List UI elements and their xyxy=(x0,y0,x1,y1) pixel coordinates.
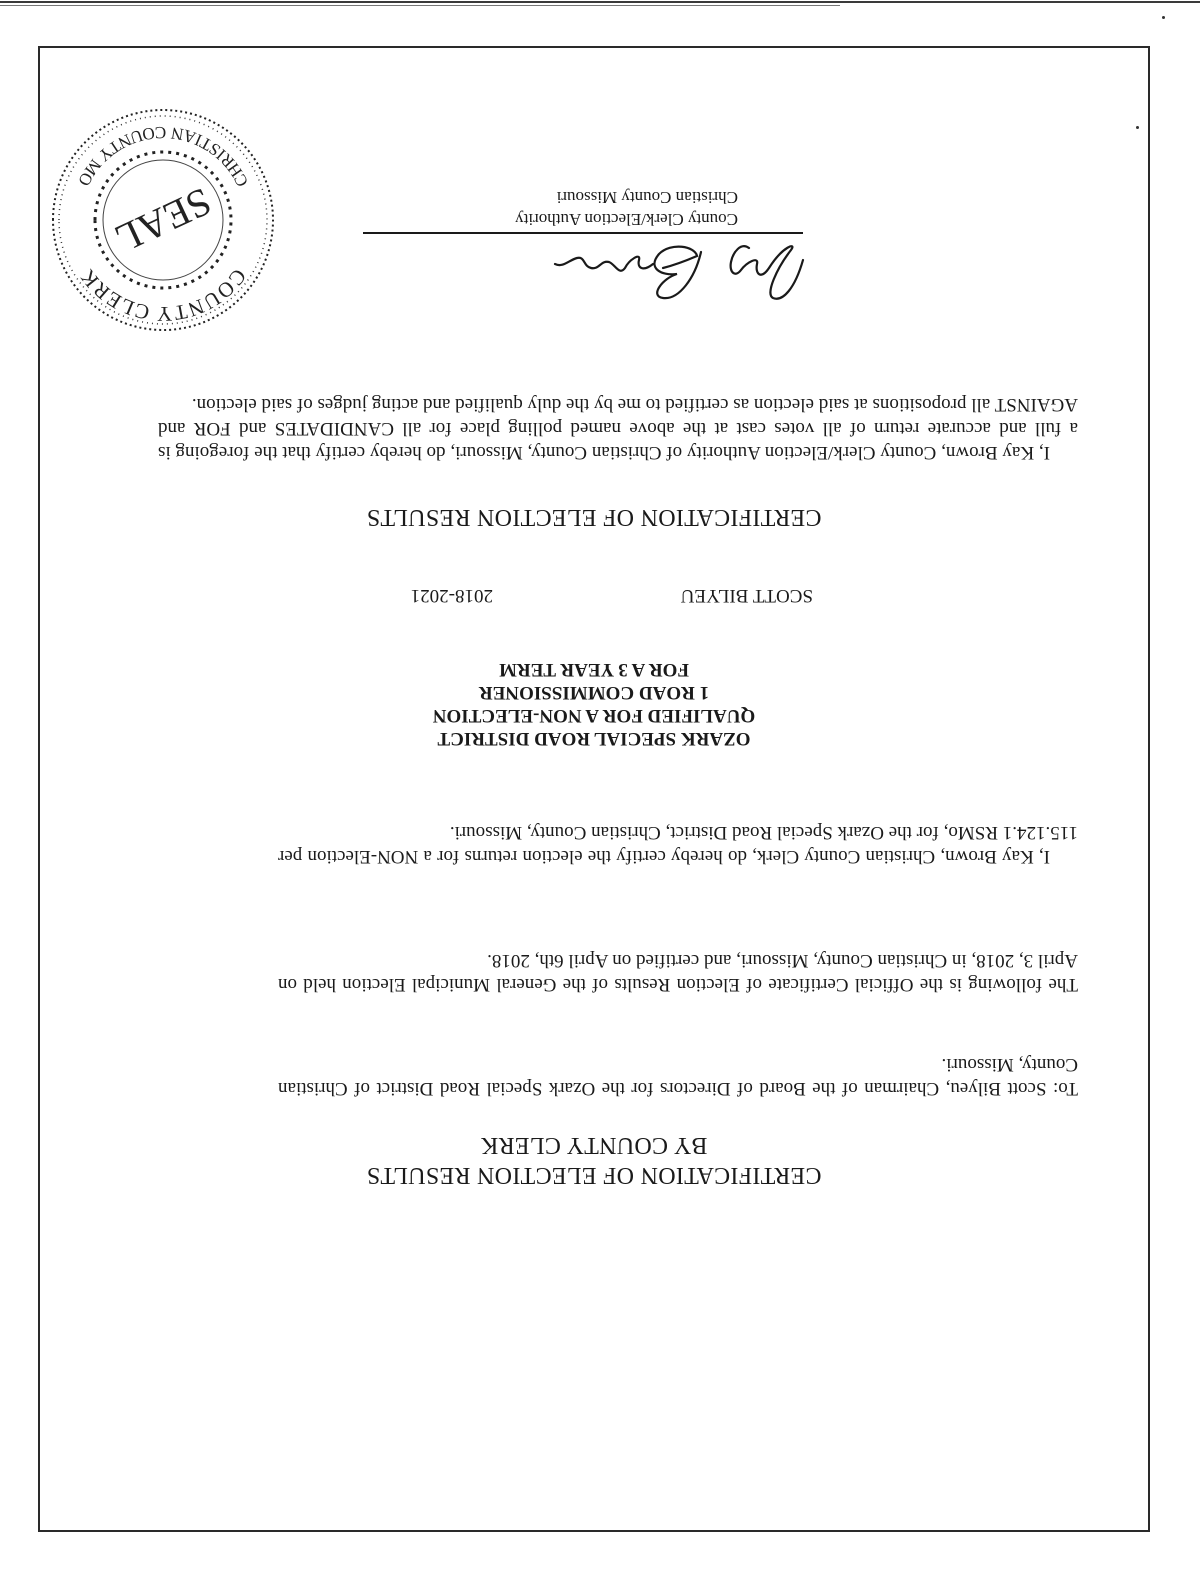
certificate-title-line2: BY COUNTY CLERK xyxy=(480,1132,708,1158)
seal-center-text: SEAL xyxy=(108,178,219,262)
signature-title-line2: Christian County Missouri xyxy=(556,188,738,207)
district-block xyxy=(40,658,1148,750)
signature-line xyxy=(363,233,803,235)
district-status: QUALIFIED FOR A NON-ELECTION xyxy=(432,705,756,726)
certificate-title-line1: CERTIFICATION OF ELECTION RESULTS xyxy=(366,1162,822,1188)
scan-edge-artifact xyxy=(0,0,1200,8)
certification-heading: CERTIFICATION OF ELECTION RESULTS xyxy=(366,504,822,530)
clerk-certify-paragraph: I, Kay Brown, Christian County Clerk, do hereby certify the election returns for a NON-Election per 115.124.1 RSMo, for the Ozark Special Road District, Christian County, Missouri. xyxy=(278,822,1078,867)
seal-ring-top-text: COUNTY CLERK xyxy=(74,264,252,327)
district-term: FOR A 3 YEAR TERM xyxy=(498,659,690,680)
certificate-document xyxy=(40,48,1148,1530)
svg-text:COUNTY CLERK xyxy=(75,264,251,326)
clerk-signature xyxy=(373,238,813,308)
county-clerk-seal xyxy=(48,105,278,335)
intro-paragraph: The following is the Official Certificate of Election Results of the General Municipal Election held on April 3, 2018, in Christian County, Missouri, and certified on April 6th, 2018. xyxy=(278,950,1078,995)
signature-title-line1: County Clerk/Election Authority xyxy=(515,210,738,229)
certificate-title xyxy=(40,1130,1148,1190)
svg-text:CHRISTIAN COUNTY MO xyxy=(74,123,252,190)
district-seats: 1 ROAD COMMISSIONER xyxy=(478,682,710,703)
seal-ring-bottom-text: CHRISTIAN COUNTY MO xyxy=(73,122,253,190)
addressee-paragraph: To: Scott Bilyeu, Chairman of the Board of Directors for the Ozark Special Road District of Christian County, Missouri. xyxy=(278,1054,1078,1099)
candidate-name: SCOTT BILYEU xyxy=(680,585,813,606)
district-name: OZARK SPECIAL ROAD DISTRICT xyxy=(437,728,751,749)
certification-paragraph: I, Kay Brown, County Clerk/Election Authority of Christian County, Missouri, do hereby certify that the foregoing is a full and accurate return of all votes cast at the above named polling place for all CANDIDATES and FOR and AGAINST all propositions at said election as certified to me by the duly qualified and acting judges of said election. xyxy=(158,394,1078,463)
scan-speck xyxy=(1162,16,1165,19)
candidate-term: 2018-2021 xyxy=(410,585,493,606)
